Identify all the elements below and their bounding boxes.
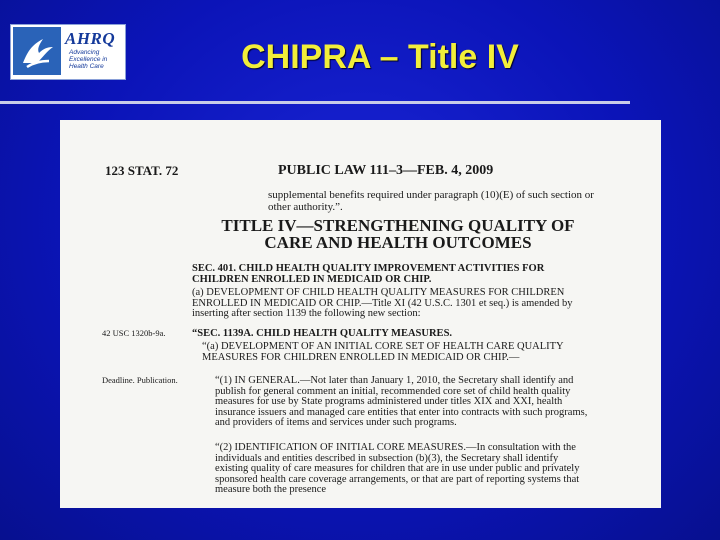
paragraph-a-core-set: “(a) DEVELOPMENT OF AN INITIAL CORE SET OF HEALTH CARE QUALITY MEASURES FOR CHILDREN ENROLLED IN MEDICAID OR CHIP.— (202, 341, 564, 363)
supplemental-text: supplemental benefits required under paragraph (10)(E) of such section or other authority.”. (268, 189, 594, 213)
title-divider (0, 101, 630, 104)
paragraph-2-identification: “(2) IDENTIFICATION OF INITIAL CORE MEASURES.—In consultation with the individuals and entities described in subsection (b)(3), the Secretary shall identify existing quality of care measures for children that are in use under public and privately sponsored health care coverage arrangements, or that are part of reporting systems that measure both the presence (215, 442, 580, 495)
public-law-header: PUBLIC LAW 111–3—FEB. 4, 2009 (278, 163, 494, 178)
ahrq-tagline: Advancing Excellence in Health Care (69, 49, 108, 70)
section-1139a-heading: “SEC. 1139A. CHILD HEALTH QUALITY MEASURES. (192, 328, 453, 339)
section-401-heading: SEC. 401. CHILD HEALTH QUALITY IMPROVEMENT ACTIVITIES FOR CHILDREN ENROLLED IN MEDICAID OR CHIP. (192, 263, 545, 285)
hhs-eagle-icon (13, 27, 61, 75)
margin-note-deadline: Deadline. Publication. (102, 375, 178, 385)
paragraph-a: (a) DEVELOPMENT OF CHILD HEALTH QUALITY MEASURES FOR CHILDREN ENROLLED IN MEDICAID OR CHIP.—Title XI (42 U.S.C. 1301 et seq.) is amended by inserting after section 1139 the following new section: (192, 287, 573, 319)
ahrq-logo (10, 24, 126, 80)
margin-note-usc: 42 USC 1320b-9a. (102, 328, 166, 338)
law-document-image (60, 120, 661, 508)
stat-reference: 123 STAT. 72 (105, 163, 179, 178)
title-iv-heading: TITLE IV—STRENGTHENING QUALITY OF CARE AND HEALTH OUTCOMES (221, 216, 575, 252)
paragraph-1-in-general: “(1) IN GENERAL.—Not later than January 1, 2010, the Secretary shall identify and publish for general comment an initial, recommended core set of child health quality measures for use by State programs administered under titles XIX and XXI, health insurance issuers and managed care entities that enter into contracts with such programs, and providers of items and services under such programs. (215, 375, 588, 428)
ahrq-wordmark: AHRQ (65, 29, 116, 48)
page-title: CHIPRA – Title IV (241, 38, 519, 76)
